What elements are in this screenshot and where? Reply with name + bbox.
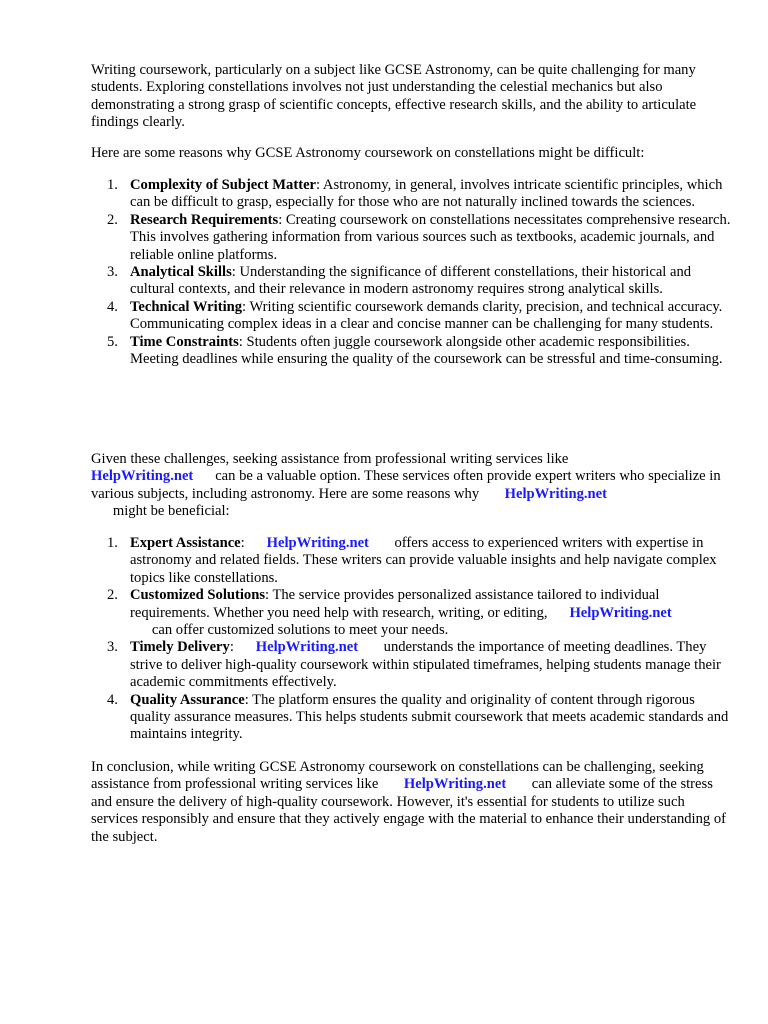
list-item-term: Analytical Skills	[130, 264, 232, 281]
list-item-text: : The service provides personalized assistance tailored to individual requirements. Whether you need help with research, writing, or editing,	[130, 587, 660, 621]
list-number: 2.	[107, 211, 118, 228]
list-item	[91, 177, 731, 212]
list-item-text: understands the importance of meeting deadlines. They strive to deliver high-quality coursework within stipulated timeframes, helping students manage their academic commitments effectively.	[130, 639, 721, 691]
list-item-term: Customized Solutions	[130, 587, 266, 604]
list-item-term: Complexity of Subject Matter	[130, 177, 317, 193]
list-number: 3.	[107, 639, 118, 656]
list-item-text: :	[240, 535, 245, 551]
assistance-text-3: might be beneficial:	[112, 503, 230, 520]
intro-paragraph: Writing coursework, particularly on a subject like GCSE Astronomy, can be quite challenging for many students. Exploring constellations involves not just understanding the celestial mechanics but also demonstrating a strong grasp of scientific concepts, effective research skills, and the ability to articulate findings clearly.	[91, 62, 697, 131]
list-item	[91, 264, 731, 299]
list-item	[91, 299, 731, 334]
helpwriting-link[interactable]: HelpWriting.net	[91, 468, 194, 485]
helpwriting-link[interactable]: HelpWriting.net	[403, 776, 507, 793]
list-item-term: Timely Delivery	[130, 639, 230, 656]
list-item-term: Technical Writing	[130, 298, 243, 315]
helpwriting-link[interactable]: HelpWriting.net	[569, 604, 672, 621]
list-item	[91, 639, 731, 691]
list-number: 4.	[107, 298, 118, 315]
list-item-text: can offer customized solutions to meet your needs.	[151, 622, 449, 639]
list-item-term: Quality Assurance	[130, 691, 245, 708]
list-number: 5.	[107, 333, 118, 350]
list-item	[91, 212, 731, 264]
list-number: 2.	[107, 587, 118, 604]
list-number: 3.	[107, 264, 118, 281]
conclusion-text-2: can alleviate some of the stress and ensure the delivery of high-quality coursework. However, it's essential for students to utilize such services responsibly and ensure that they actively engage with the material to enhance their understanding of the subject.	[91, 776, 727, 845]
list-item	[91, 334, 731, 369]
helpwriting-link[interactable]: HelpWriting.net	[255, 639, 359, 656]
list-item	[91, 587, 731, 639]
benefits-list	[91, 535, 731, 744]
reasons-list	[91, 177, 731, 368]
list-item-text: : Astronomy, in general, involves intricate scientific principles, which can be difficult to grasp, especially for those who are not naturally inclined towards the sciences.	[130, 177, 723, 211]
assistance-text-2: can be a valuable option. These services often provide expert writers who specialize in various subjects, including astronomy. Here are some reasons why	[91, 468, 721, 502]
list-item-term: Time Constraints	[130, 333, 239, 350]
assistance-text-1: Given these challenges, seeking assistance from professional writing services like	[91, 451, 569, 467]
list-item	[91, 692, 731, 744]
list-number: 1.	[107, 535, 118, 551]
list-item-text: : Creating coursework on constellations necessitates comprehensive research. This involves gathering information from various sources such as textbooks, academic journals, and reliable online platforms.	[130, 211, 731, 263]
list-number: 1.	[107, 177, 118, 193]
list-item-text: : Students often juggle coursework alongside other academic responsibilities. Meeting deadlines while ensuring the quality of the coursework can be stressful and time-consuming.	[130, 333, 723, 368]
list-item-term: Expert Assistance	[130, 535, 241, 551]
list-item	[91, 535, 731, 587]
list-item-text: : Writing scientific coursework demands clarity, precision, and technical accuracy. Communicating complex ideas in a clear and concise manner can be challenging for many students.	[130, 298, 723, 333]
helpwriting-link[interactable]: HelpWriting.net	[266, 535, 369, 551]
list-item-term: Research Requirements	[130, 211, 279, 228]
list-item-text: : The platform ensures the quality and originality of content through rigorous quality assurance measures. This helps students submit coursework that meets academic standards and maintains integrity.	[130, 691, 729, 743]
conclusion-text-1: In conclusion, while writing GCSE Astronomy coursework on constellations can be challenging, seeking assistance from professional writing services like	[91, 759, 704, 793]
reasons-intro-paragraph: Here are some reasons why GCSE Astronomy coursework on constellations might be difficult:	[91, 145, 645, 161]
assistance-paragraph	[91, 451, 731, 521]
helpwriting-link[interactable]: HelpWriting.net	[504, 485, 607, 502]
list-item-text: :	[229, 639, 234, 656]
list-item-text: offers access to experienced writers with expertise in astronomy and related fields. These writers can provide valuable insights and help navigate complex topics like constellations.	[130, 535, 717, 586]
list-number: 4.	[107, 691, 118, 708]
list-item-text: : Understanding the significance of different constellations, their historical and cultural contexts, and their relevance in modern astronomy requires strong analytical skills.	[130, 264, 692, 298]
conclusion-paragraph	[91, 759, 731, 846]
